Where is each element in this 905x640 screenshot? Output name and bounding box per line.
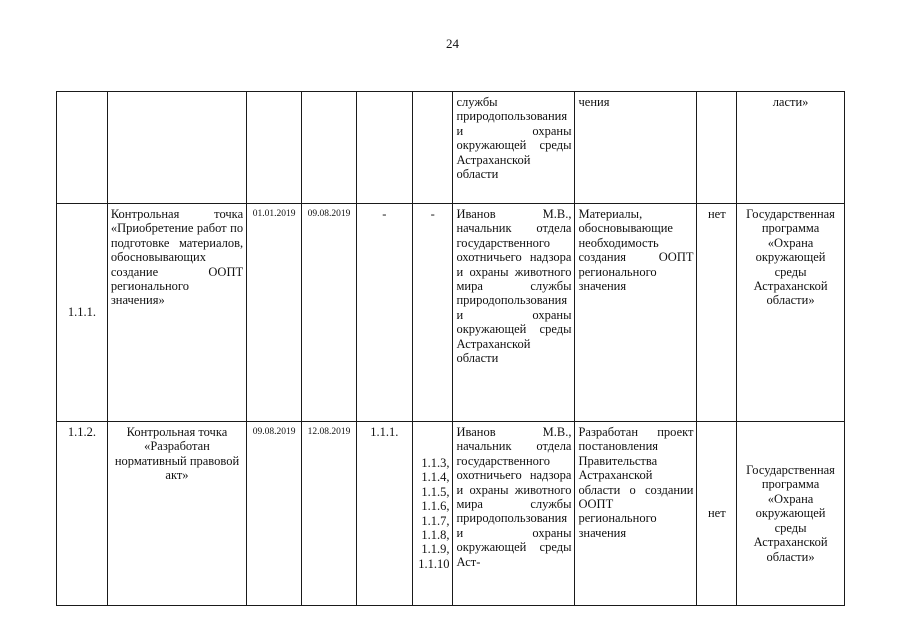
- program-document: ласти»: [737, 92, 845, 204]
- expected-result: чения: [575, 92, 697, 204]
- expected-result: Разработан проект постановления Правительства Астраханской области о создании ООПТ регионального значения: [575, 422, 697, 606]
- predecessor: -: [356, 204, 412, 422]
- end-date: 12.08.2019: [302, 422, 357, 606]
- row-number: 1.1.1.: [57, 204, 108, 422]
- dependencies: [412, 92, 453, 204]
- responsible-person: Иванов М.В., начальник отдела государственного охотничьего надзора и охраны животного мира службы природопользования и охраны окружающей среды Астраханской области: [453, 204, 575, 422]
- predecessor: [356, 92, 412, 204]
- start-date: 01.01.2019: [247, 204, 302, 422]
- predecessor: 1.1.1.: [356, 422, 412, 606]
- row-number: 1.1.2.: [57, 422, 108, 606]
- end-date: 09.08.2019: [302, 204, 357, 422]
- flag-value: нет: [697, 204, 737, 422]
- table-row: [57, 422, 845, 606]
- program-document: Государственная программа «Охрана окружающей среды Астраханской области»: [737, 422, 845, 606]
- table-row: [57, 92, 845, 204]
- start-date: 09.08.2019: [247, 422, 302, 606]
- responsible-person: службы природопользования и охраны окружающей среды Астраханской области: [453, 92, 575, 204]
- flag-value: нет: [697, 422, 737, 606]
- responsible-person: Иванов М.В., начальник отдела государственного охотничьего надзора и охраны животного мира службы природопользования и охраны окружающей среды Аст-: [453, 422, 575, 606]
- program-document: Государственная программа «Охрана окружающей среды Астраханской области»: [737, 204, 845, 422]
- start-date: [247, 92, 302, 204]
- flag-value: [697, 92, 737, 204]
- row-number: [57, 92, 108, 204]
- page-number: 24: [446, 36, 459, 51]
- control-point-name: Контрольная точка «Разработан нормативный правовой акт»: [107, 422, 246, 606]
- expected-result: Материалы, обосновывающие необходимость создания ООПТ регионального значения: [575, 204, 697, 422]
- plan-table: [56, 91, 845, 606]
- control-point-name: [107, 92, 246, 204]
- dependencies: 1.1.3, 1.1.4, 1.1.5, 1.1.6, 1.1.7, 1.1.8, 1.1.9, 1.1.10: [412, 422, 453, 606]
- control-point-name: Контрольная точка «Приобретение работ по подготовке материалов, обосновывающих создание ООПТ регионального значения»: [107, 204, 246, 422]
- dependencies: -: [412, 204, 453, 422]
- end-date: [302, 92, 357, 204]
- table-row: [57, 204, 845, 422]
